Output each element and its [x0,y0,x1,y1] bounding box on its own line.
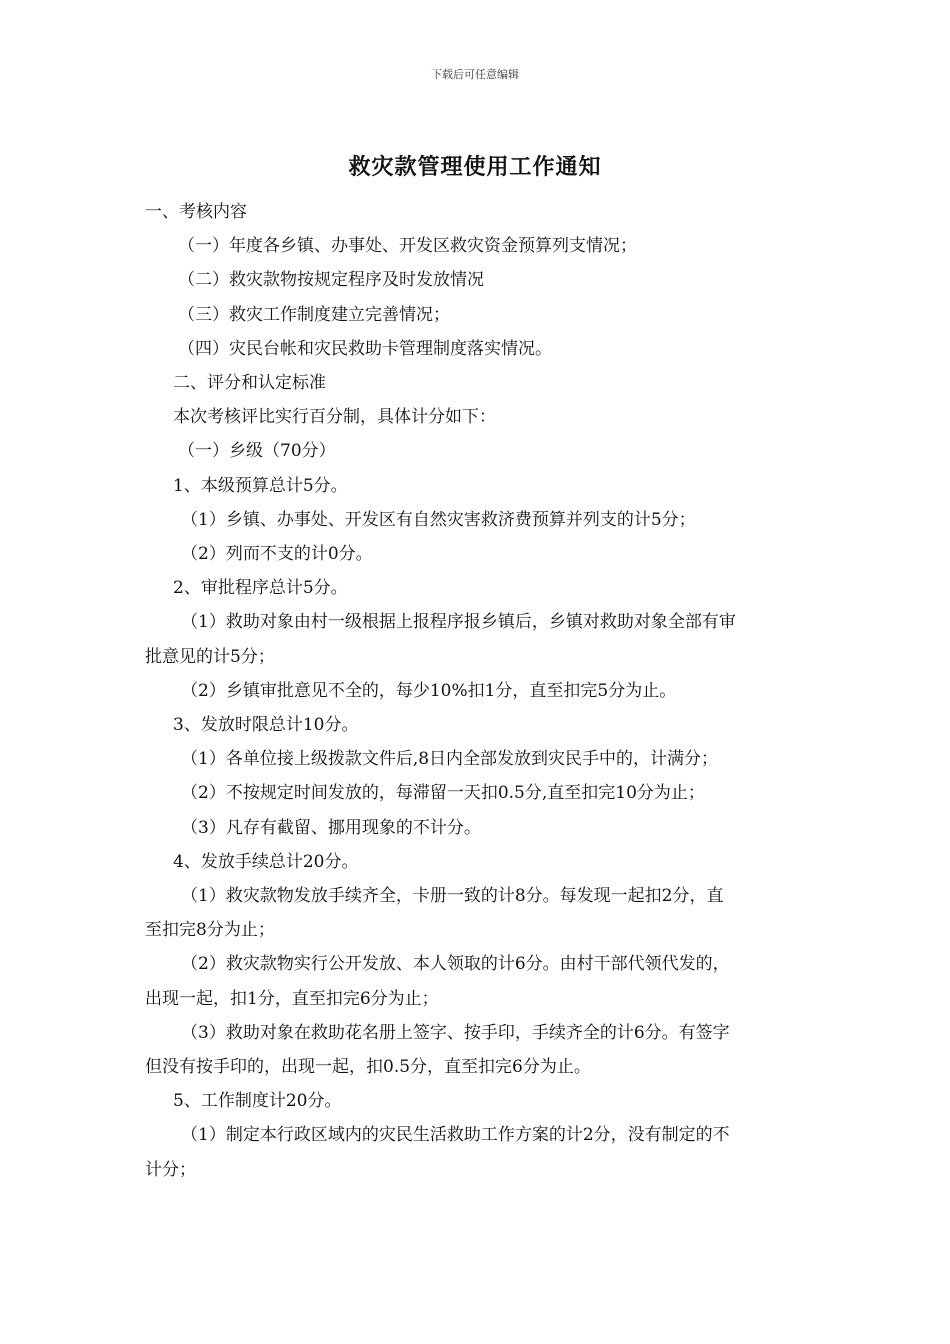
paragraph-line: （三）救灾工作制度建立完善情况； [178,304,450,325]
paragraph-line: （1）救助对象由村一级根据上报程序报乡镇后，乡镇对救助对象全部有审 [181,612,736,633]
document-body [145,195,810,1187]
paragraph-line: （2）乡镇审批意见不全的，每少10%扣1分，直至扣完5分为止。 [181,680,677,701]
paragraph-line: 计分； [145,1159,196,1180]
paragraph-line: （一）年度各乡镇、办事处、开发区救灾资金预算列支情况； [178,236,637,257]
paragraph-line: （1）制定本行政区域内的灾民生活救助工作方案的计2分，没有制定的不 [181,1125,730,1146]
item-heading: 4、发放手续总计20分。 [173,851,359,872]
section-heading: 一、考核内容 [145,202,247,222]
item-heading: 2、审批程序总计5分。 [173,578,348,599]
paragraph-line: （二）救灾款物按规定程序及时发放情况 [178,270,484,291]
paragraph-line: 出现一起，扣1分，直至扣完6分为止； [145,988,439,1009]
paragraph-line: （2）救灾款物实行公开发放、本人领取的计6分。由村干部代领代发的， [181,954,730,975]
subsection-heading: （一）乡级（70分） [178,441,336,462]
paragraph-line: （四）灾民台帐和灾民救助卡管理制度落实情况。 [178,338,552,359]
item-heading: 1、本级预算总计5分。 [173,475,348,496]
paragraph-line: 本次考核评比实行百分制，具体计分如下： [173,407,496,428]
paragraph-line: 至扣完8分为止； [145,920,275,941]
paragraph-line: （1）救灾款物发放手续齐全，卡册一致的计8分。每发现一起扣2分，直 [181,886,724,907]
document-title: 救灾款管理使用工作通知 [348,154,602,180]
section-heading: 二、评分和认定标准 [173,373,326,394]
paragraph-line: （2）列而不支的计0分。 [181,544,373,565]
paragraph-line: （3）凡存有截留、挪用现象的不计分。 [181,817,481,838]
paragraph-line: （2）不按规定时间发放的，每滞留一天扣0.5分,直至扣完10分为止； [181,783,705,804]
paragraph-line: 但没有按手印的，出现一起，扣0.5分，直至扣完6分为止。 [145,1057,591,1078]
item-heading: 5、工作制度计20分。 [173,1091,342,1112]
paragraph-line: （1）乡镇、办事处、开发区有自然灾害救济费预算并列支的计5分； [181,509,696,530]
header-note: 下载后可任意编辑 [431,68,519,81]
paragraph-line: （1）各单位接上级拨款文件后,8日内全部发放到灾民手中的，计满分； [181,749,719,770]
item-heading: 3、发放时限总计10分。 [173,715,359,736]
paragraph-line: （3）救助对象在救助花名册上签字、按手印，手续齐全的计6分。有签字 [181,1022,730,1043]
paragraph-line: 批意见的计5分； [145,646,275,667]
